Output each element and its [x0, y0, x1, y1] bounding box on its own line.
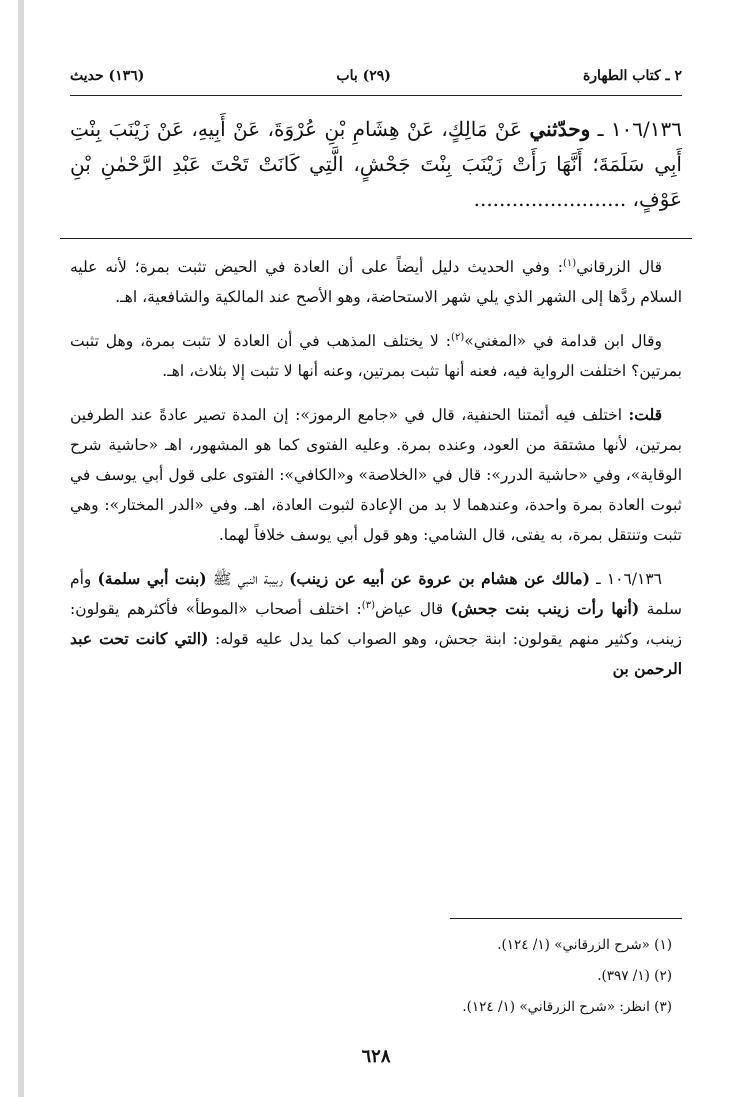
quoted-matn: (مالك عن هشام بن عروة عن أبيه عن زينب) — [289, 569, 590, 588]
quoted-matn: (التي كانت تحت عبد الرحمن بن — [70, 629, 682, 678]
header-section: (٢٩) باب — [336, 68, 391, 84]
page-edge-shadow — [18, 0, 24, 1097]
page-number: ٦٢٨ — [361, 1046, 391, 1067]
commentary-paragraph — [70, 564, 682, 684]
footnote-ref: (١) — [563, 257, 577, 269]
paragraph-text: وقال ابن قدامة في «المغني» — [464, 332, 662, 350]
hadith-number: ١٠٦/١٣٦ ـ — [590, 117, 683, 141]
paragraph-text: : لا يختلف المذهب في أن العادة لا تثبت بمرة، وهل تثبت بمرتين؟ اختلفت الرواية فيه، فعنه أنها تثبت بمرتين، وعنه أنها لا تثبت إلا بثلاث، اهـ. — [70, 332, 682, 380]
commentary — [70, 252, 682, 698]
commentary-paragraph — [70, 326, 682, 386]
quoted-matn: (بنت أبي سلمة) — [97, 569, 207, 588]
paragraph-text: : وفي الحديث دليل أيضاً على أن العادة في الحيض تثبت بمرة؛ لأنه عليه السلام ردَّها إلى الشهر الذي يلي شهر الاستحاضة، وهو الأصح عند المالكية والشافعية، اهـ. — [70, 258, 682, 306]
header-hadith-number: (١٣٦) حديث — [70, 68, 145, 84]
header-rule — [70, 95, 682, 96]
footnote-rule — [450, 918, 682, 919]
footnote-item: (١) «شرح الزرقاني» (١/ ١٢٤). — [497, 937, 672, 953]
paragraph-text: ربيبة النبي ﷺ — [206, 570, 290, 588]
paragraph-text: وأم سلمة — [70, 570, 682, 618]
footnote-item: (٣) انظر: «شرح الزرقاني» (١/ ١٢٤). — [462, 999, 672, 1015]
footnote-item: (٢) (١/ ٣٩٧). — [597, 968, 672, 984]
footnote-ref: (٢) — [451, 331, 465, 343]
hadith-text — [70, 112, 682, 217]
commentary-paragraph — [70, 252, 682, 312]
running-header — [70, 64, 682, 88]
paragraph-text: قال عياض — [374, 600, 451, 618]
hadith-body: عَنْ مَالِكٍ، عَنْ هِشَامِ بْنِ عُرْوَةَ، عَنْ أَبِيهِ، عَنْ زَيْنَبَ بِنْتِ أَبِي سَلَمَةَ؛ أَنَّهَا رَأَتْ زَيْنَبَ بِنْتَ جَحْشٍ، الَّتِي كَانَتْ تَحْتَ عَبْدِ الرَّحْمٰنِ بْنِ عَوْفٍ، ........................ — [70, 117, 682, 211]
hadith-number: ١٠٦/١٣٦ ـ — [589, 570, 662, 588]
hadith-lead: وحدّثني — [529, 117, 591, 141]
section-rule — [60, 238, 692, 239]
paragraph-text: قال الزرقاني — [576, 258, 662, 276]
header-chapter: ٢ ـ كتاب الطهارة — [582, 68, 682, 84]
paragraph-text: : اختلف أصحاب «الموطأ» فأكثرهم يقولون: زينب، وكثير منهم يقولون: ابنة جحش، وهو الصواب كما يدل عليه قوله: — [70, 600, 682, 648]
footnotes — [70, 930, 682, 1023]
qultu-label: قلت: — [628, 405, 662, 424]
commentary-paragraph — [70, 400, 682, 550]
paragraph-text: اختلف فيه أئمتنا الحنفية، قال في «جامع الرموز»: إن المدة تصير عادةً عند الطرفين بمرتين، لأنها مشتقة من العود، وعنده بمرة. وعليه الفتوى كما هو المشهور، اهـ «حاشية شرح الوقاية»، وفي «حاشية الدرر»: قال في «الخلاصة» و«الكافي»: الفتوى على قول أبي يوسف في ثبوت العادة بمرة واحدة، وعندهما لا بد من الإعادة لثبوت العادة، اهـ. وفي «الدر المختار»: وهي تثبت وتنتقل بمرة، به يفتى، قال الشامي: وهو قول أبي يوسف خلافاً لهما. — [70, 406, 682, 544]
footnote-ref: (٣) — [361, 599, 375, 611]
quoted-matn: (أنها رأت زينب بنت جحش) — [450, 599, 640, 618]
